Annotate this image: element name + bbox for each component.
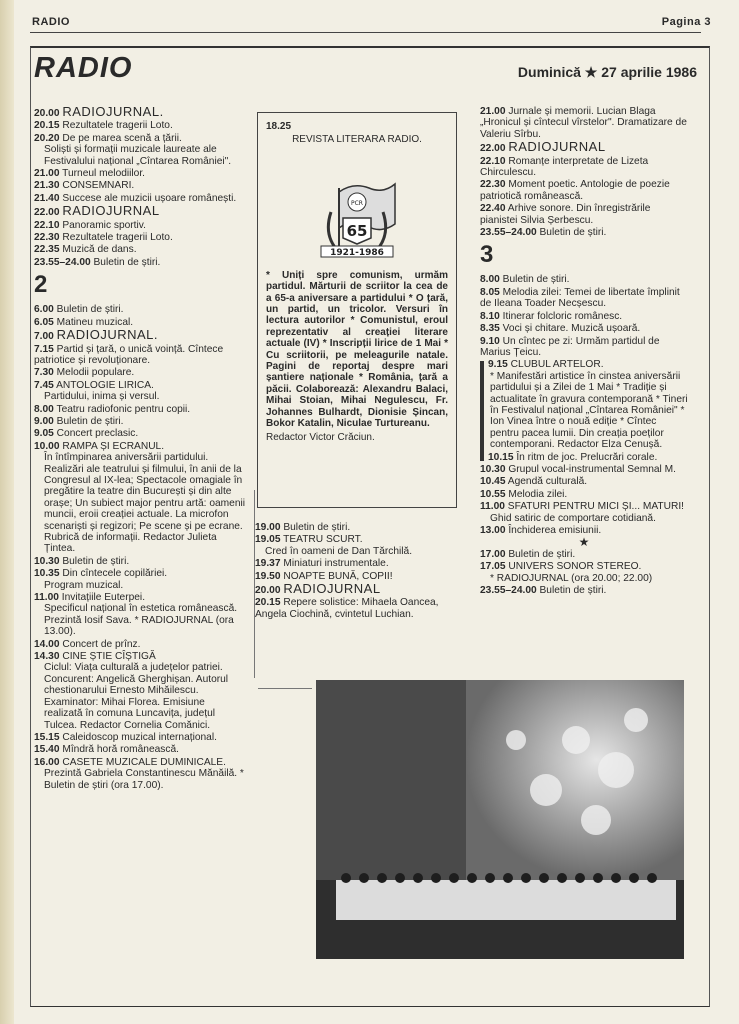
program-title: Buletin de știri. bbox=[283, 522, 351, 533]
svg-text:PCR: PCR bbox=[351, 199, 363, 207]
program-entry bbox=[34, 168, 246, 179]
program-entry bbox=[34, 106, 246, 119]
program-details: Ghid satiric de comportare cotidiană. bbox=[490, 512, 656, 524]
program-entry bbox=[34, 244, 246, 255]
program-title: În ritm de joc. Prelucrări corale. bbox=[516, 451, 658, 463]
program-time: 20.00 bbox=[255, 585, 281, 597]
program-entry bbox=[34, 232, 246, 243]
program-time: 9.15 bbox=[488, 359, 508, 371]
program-title: RADIOJURNAL. bbox=[56, 327, 159, 343]
program-entry bbox=[34, 120, 246, 131]
program-details: Soliști și formații muzicale laureate ale Festivalului național „Cîntarea României". bbox=[44, 144, 232, 167]
program-title: Repere solistice: Mihaela Oancea, Angela Ciochină, cvintetul Luchian. bbox=[255, 597, 439, 620]
program-time: 21.00 bbox=[34, 168, 60, 180]
program-title: Buletin de știri. bbox=[93, 256, 161, 268]
program-details: Specificul național în estetica românească. Prezintă Iosif Sava. * RADIOJURNAL (ora 13.00). bbox=[44, 603, 238, 638]
program-title: Grupul vocal-instrumental Semnal M. bbox=[508, 463, 676, 475]
program-entry bbox=[34, 257, 246, 268]
program-time: 11.00 bbox=[480, 501, 505, 513]
program-title: Matineu muzical. bbox=[56, 316, 134, 328]
page-title: RADIO bbox=[34, 52, 133, 84]
program-entry bbox=[34, 441, 246, 555]
program-details: Program muzical. bbox=[44, 579, 124, 591]
photo-rule bbox=[258, 688, 312, 689]
program-entry bbox=[34, 639, 246, 650]
program-entry bbox=[34, 568, 246, 591]
program-title: Caleidoscop muzical internațional. bbox=[62, 731, 217, 743]
box-editor: Redactor Victor Crăciun. bbox=[266, 431, 375, 443]
program-time: 10.15 bbox=[488, 451, 514, 463]
program-entry bbox=[34, 744, 246, 755]
program-time: 10.35 bbox=[34, 568, 60, 580]
program-entry bbox=[480, 141, 688, 154]
program-entry bbox=[480, 549, 688, 560]
program-title: Buletin de știri. bbox=[539, 227, 607, 239]
program-title: Agendă culturală. bbox=[507, 476, 588, 488]
program-time: 19.05 bbox=[255, 534, 281, 546]
program-entry bbox=[480, 227, 688, 238]
program-entry bbox=[34, 592, 246, 638]
program-time: 21.30 bbox=[34, 180, 60, 192]
program-entry bbox=[34, 380, 246, 403]
program-entry bbox=[480, 323, 688, 334]
program-time: 8.00 bbox=[34, 403, 54, 415]
program-title: Buletin de știri. bbox=[56, 415, 124, 427]
program-details: * Manifestări artistice în cinstea aniversării partidului și a Zilei de 1 Mai * Tradiție și actualitate în gravura contemporană * Tineri în Festivalul național „Cîntarea României" * Ion Vinea între o nouă ediție * Cîntec pentru pacea lumii. Din creația poeților contemporani. Redactor Elza Cenușă. bbox=[490, 370, 688, 451]
program-time: 22.10 bbox=[34, 219, 60, 231]
program-entry bbox=[34, 205, 246, 218]
program-title: Rezultatele tragerii Loto. bbox=[62, 120, 173, 132]
program-time: 11.00 bbox=[34, 592, 59, 604]
program-time: 10.45 bbox=[480, 476, 506, 488]
program-title: CONSEMNARI. bbox=[62, 180, 135, 192]
program-entry bbox=[480, 585, 688, 596]
program-title: Concert de prînz. bbox=[62, 638, 141, 650]
program-time: 6.05 bbox=[34, 316, 54, 328]
program-title: RADIOJURNAL bbox=[508, 139, 606, 155]
program-title: Buletin de știri. bbox=[502, 274, 570, 286]
program-time: 21.40 bbox=[34, 192, 60, 204]
program-entry bbox=[34, 732, 246, 743]
program-title: Concert preclasic. bbox=[56, 428, 139, 440]
program-time: 14.30 bbox=[34, 651, 60, 663]
highlight-bar bbox=[480, 361, 484, 461]
program-time: 8.10 bbox=[480, 310, 500, 322]
program-time: 10.55 bbox=[480, 488, 506, 500]
schedule-column-1 bbox=[34, 106, 246, 792]
program-details: Partidului, inima și versul. bbox=[44, 391, 160, 403]
program-entry bbox=[480, 287, 688, 310]
program-title: ANTOLOGIE LIRICA. bbox=[56, 379, 154, 391]
program-title: Melodii populare. bbox=[56, 367, 135, 379]
program-title: Turneul melodiilor. bbox=[62, 168, 146, 180]
program-date: Duminică ★ 27 aprilie 1986 bbox=[517, 64, 697, 80]
program-title: Partid și țară, o unică voință. Cîntece patriotice și revoluționare. bbox=[34, 343, 224, 366]
program-entry bbox=[255, 597, 461, 620]
program-entry bbox=[480, 489, 688, 500]
program-title: SFATURI PENTRU MICI ȘI... MATURI! bbox=[507, 501, 684, 513]
program-title: RADIOJURNAL. bbox=[62, 104, 164, 119]
program-time: 17.05 bbox=[480, 561, 506, 573]
program-entry bbox=[34, 556, 246, 567]
program-entry bbox=[480, 336, 688, 359]
program-time: 8.05 bbox=[480, 286, 500, 298]
program-entry bbox=[34, 651, 246, 731]
program-title: CINE ȘTIE CÎȘTIGĂ bbox=[62, 651, 156, 663]
program-entry bbox=[34, 367, 246, 378]
choir-photo bbox=[316, 680, 684, 959]
program-time: 7.15 bbox=[34, 343, 54, 355]
program-entry bbox=[480, 106, 688, 140]
program-title: Buletin de știri. bbox=[539, 585, 607, 597]
program-time: 23.55–24.00 bbox=[480, 227, 537, 239]
program-time: 20.15 bbox=[255, 597, 281, 609]
page-spine bbox=[0, 0, 14, 1024]
program-time: 21.00 bbox=[480, 106, 506, 117]
program-title: Succese ale muzicii ușoare românești. bbox=[62, 192, 237, 204]
program-time: 19.37 bbox=[255, 558, 281, 570]
section-header: RADIO bbox=[32, 16, 70, 28]
program-entry bbox=[480, 476, 688, 487]
program-time: 22.30 bbox=[34, 232, 60, 244]
program-title: UNIVERS SONOR STEREO. bbox=[508, 561, 642, 573]
program-time: 17.00 bbox=[480, 548, 506, 560]
program-entry bbox=[480, 311, 688, 322]
program-time: 8.35 bbox=[480, 323, 500, 335]
program-time: 9.05 bbox=[34, 428, 54, 440]
program-time: 7.45 bbox=[34, 379, 54, 391]
program-details: Ciclul: Viața culturală a județelor patriei. Concurent: Angelică Gherghișan. Autorul chestionarului Ernesto Mihăilescu. Examinator: Mihai Florea. Emisiune realizată în comuna Luncavița, județul Tulcea. Redactor Cornelia Comănici. bbox=[44, 662, 229, 731]
program-entry bbox=[34, 329, 246, 342]
program-time: 19.00 bbox=[255, 522, 281, 533]
program-title: Teatru radiofonic pentru copii. bbox=[56, 403, 191, 415]
program-time: 16.00 bbox=[34, 756, 60, 768]
program-title: Mîndră horă românească. bbox=[62, 744, 179, 756]
program-time: 7.30 bbox=[34, 367, 54, 379]
program-title: RADIOJURNAL bbox=[283, 581, 381, 597]
program-details: Cred în oameni de Dan Tărchilă. bbox=[265, 545, 413, 557]
party-emblem-icon bbox=[309, 152, 405, 262]
program-time: 9.10 bbox=[480, 335, 500, 347]
program-title: Panoramic sportiv. bbox=[62, 219, 146, 231]
column-divider bbox=[254, 490, 255, 678]
box-time: 18.25 bbox=[266, 121, 292, 132]
program-entry bbox=[34, 428, 246, 439]
program-title: NOAPTE BUNĂ, COPII! bbox=[283, 570, 393, 582]
program-time: 20.00 bbox=[34, 108, 60, 119]
program-title: Închiderea emisiunii. bbox=[508, 525, 602, 536]
header-rule bbox=[30, 32, 701, 33]
program-time: 8.00 bbox=[480, 274, 500, 286]
program-time: 15.15 bbox=[34, 731, 60, 743]
schedule-column-2 bbox=[255, 522, 461, 621]
program-title: Buletin de știri. bbox=[62, 555, 130, 567]
program-entry bbox=[480, 203, 688, 226]
program-time: 20.20 bbox=[34, 132, 60, 144]
svg-text:1921-1986: 1921-1986 bbox=[330, 247, 384, 258]
program-title: Jurnale și memorii. Lucian Blaga „Hronicul și cîntecul vîrstelor". Dramatizare de Valeriu Sîrbu. bbox=[480, 106, 687, 140]
program-entry bbox=[34, 404, 246, 415]
schedule-column-3 bbox=[480, 106, 688, 597]
program-time: 22.10 bbox=[480, 155, 506, 167]
program-title: TEATRU SCURT. bbox=[283, 534, 363, 546]
program-title: Buletin de știri. bbox=[508, 548, 576, 560]
program-entry bbox=[480, 501, 688, 524]
program-title: Invitațiile Euterpei. bbox=[61, 592, 146, 604]
program-entry bbox=[34, 304, 246, 315]
program-time: 23.55–24.00 bbox=[480, 585, 537, 597]
program-title: Melodia zilei. bbox=[508, 488, 568, 500]
program-entry bbox=[34, 757, 246, 791]
program-time: 10.30 bbox=[34, 555, 60, 567]
program-time: 7.00 bbox=[34, 331, 54, 343]
program-entry bbox=[480, 464, 688, 475]
program-time: 23.55–24.00 bbox=[34, 256, 91, 268]
program-entry bbox=[480, 561, 688, 584]
program-time: 14.00 bbox=[34, 638, 60, 650]
box-title: REVISTA LITERARA RADIO. bbox=[292, 134, 422, 146]
literary-review-box bbox=[257, 112, 457, 508]
program-entry bbox=[34, 416, 246, 427]
program-title: Din cîntecele copilăriei. bbox=[62, 568, 168, 580]
program-title: Romanțe interpretate de Lizeta Chirculescu. bbox=[480, 155, 649, 179]
program-entry bbox=[480, 179, 688, 202]
program-title: Arhive sonore. Din înregistrările pianistei Silvia Șerbescu. bbox=[480, 203, 651, 226]
program-title: Moment poetic. Antologie de poezie patriotică românească. bbox=[480, 179, 670, 202]
program-details: În întîmpinarea aniversării partidului. Realizări ale teatrului și filmului, în anii de la Congresul al IX-lea; Spectacole omagiale în pregătire la teatre din București și din alte orașe; Un subiect major pentru artă: oamenii muncii, eroii creației actuale. La microfon scenariști și regizori; Pe scene și pe ecrane. Rubrică de informații. Redactor Julieta Țintea. bbox=[44, 452, 246, 555]
day-heading: 3 bbox=[480, 241, 494, 269]
program-details: * RADIOJURNAL (ora 20.00; 22.00) bbox=[490, 572, 653, 584]
program-time: 22.00 bbox=[480, 143, 506, 155]
program-title: Buletin de știri. bbox=[56, 304, 124, 316]
program-time: 22.30 bbox=[480, 179, 506, 191]
program-time: 22.00 bbox=[34, 207, 60, 219]
program-title: RADIOJURNAL bbox=[62, 203, 160, 219]
program-time: 22.35 bbox=[34, 244, 60, 256]
program-time: 10.00 bbox=[34, 440, 60, 452]
program-title: Miniaturi instrumentale. bbox=[283, 558, 389, 570]
program-entry bbox=[480, 452, 688, 463]
program-time: 13.00 bbox=[480, 525, 506, 536]
program-entry bbox=[255, 558, 461, 569]
box-body: * Uniți spre comunism, urmăm partidul. Mărturii de scriitor la cea de a 65-a aniversare a partidului * O țară, un partid, un tricolor. Versuri în lectura autorilor * Comunistul, eroul reprezentativ al creației literare actuale (IV) * Inscripții lirice de 1 Mai * Cu scriitorii, pe meleagurile natale. Pagini de reportaj despre mari șantiere naționale * România, țară a păcii. Colaborează: Alexandru Balaci, Mihai Stoian, Mihai Negulescu, Fr. Johannes Bulhardt, Dionisie Șincan, Bokor Katalin, Niculae Turtureanu. bbox=[266, 269, 448, 430]
program-entry bbox=[34, 220, 246, 231]
program-time: 20.15 bbox=[34, 120, 60, 132]
program-entry bbox=[34, 180, 246, 191]
program-entry bbox=[255, 534, 461, 557]
star-separator: ★ bbox=[578, 535, 590, 550]
program-time: 19.50 bbox=[255, 570, 281, 582]
program-title: Itinerar folcloric românesc. bbox=[502, 310, 623, 322]
program-title: Muzică de dans. bbox=[62, 244, 137, 256]
program-entry bbox=[480, 359, 688, 450]
program-entry bbox=[255, 522, 461, 533]
svg-text:65: 65 bbox=[346, 221, 368, 240]
program-entry bbox=[480, 156, 688, 179]
day-heading: 2 bbox=[34, 271, 48, 299]
page-number: Pagina 3 bbox=[661, 16, 711, 28]
program-entry bbox=[255, 583, 461, 596]
program-time: 9.00 bbox=[34, 415, 54, 427]
program-title: RAMPA ȘI ECRANUL. bbox=[62, 440, 165, 452]
program-time: 22.40 bbox=[480, 203, 506, 215]
program-title: Voci și chitare. Muzică ușoară. bbox=[502, 323, 641, 335]
program-entry bbox=[480, 274, 688, 285]
program-time: 6.00 bbox=[34, 304, 54, 316]
program-time: 15.40 bbox=[34, 744, 60, 756]
program-details: Prezintă Gabriela Constantinescu Mănăilă. * Buletin de știri (ora 17.00). bbox=[44, 768, 244, 791]
program-title: CLUBUL ARTELOR. bbox=[510, 359, 604, 371]
program-title: CASETE MUZICALE DUMINICALE. bbox=[62, 756, 226, 768]
program-title: Rezultatele tragerii Loto. bbox=[62, 232, 173, 244]
program-time: 10.30 bbox=[480, 463, 506, 475]
program-entry bbox=[34, 344, 246, 367]
program-title: Melodia zilei: Temei de libertate împlinit de Ileana Toader Necșescu. bbox=[480, 286, 680, 310]
program-title: De pe marea scenă a țării. bbox=[62, 132, 182, 144]
program-title: Un cîntec pe zi: Urmăm partidul de Marius Țeicu. bbox=[480, 335, 660, 358]
program-entry bbox=[34, 133, 246, 167]
